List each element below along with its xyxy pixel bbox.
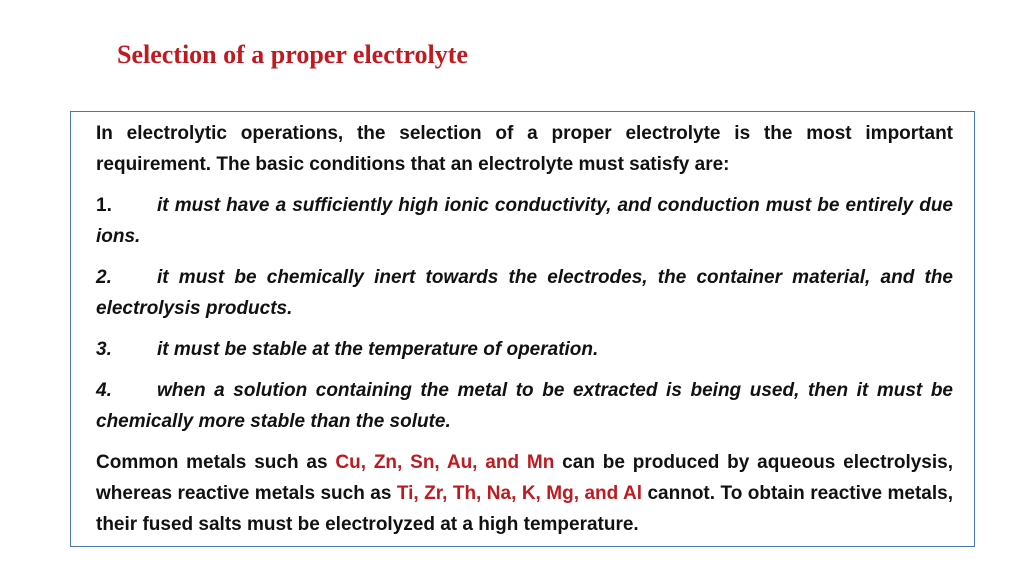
common-metals-list: Cu, Zn, Sn, Au, and Mn (335, 452, 555, 473)
reactive-metals-list: Ti, Zr, Th, Na, K, Mg, and Al (396, 483, 643, 504)
closing-text-3: cannot. To obtain reactive metals, their fused salts must be electrolyzed at a high temperature. (96, 483, 953, 535)
intro-paragraph: In electrolytic operations, the selection of a proper electrolyte is the most important requirement. The basic conditions that an electrolyte must satisfy are: (96, 123, 953, 175)
condition-number-1: 1. (96, 195, 112, 216)
slide-title: Selection of a proper electrolyte (117, 40, 468, 69)
condition-text-1: it must have a sufficiently high ionic conductivity, and conduction must be entirely due ions. (96, 195, 953, 247)
condition-item-1 (96, 190, 953, 252)
condition-number-3: 3. (96, 339, 112, 360)
condition-number-2: 2. (96, 267, 112, 288)
condition-number-4: 4. (96, 380, 112, 401)
closing-text-1: Common metals such as (96, 452, 336, 473)
condition-item-4 (96, 375, 953, 437)
content-text (96, 118, 953, 540)
closing-paragraph (96, 447, 953, 540)
content-box (70, 111, 975, 547)
condition-text-3: it must be stable at the temperature of operation. (157, 339, 599, 360)
condition-item-3 (96, 334, 953, 365)
condition-text-2: it must be chemically inert towards the electrodes, the container material, and the electrolysis products. (96, 267, 953, 319)
closing-text-2: can be produced by aqueous electrolysis, whereas reactive metals such as (96, 452, 953, 504)
condition-text-4: when a solution containing the metal to be extracted is being used, then it must be chemically more stable than the solute. (96, 380, 953, 432)
condition-item-2 (96, 262, 953, 324)
